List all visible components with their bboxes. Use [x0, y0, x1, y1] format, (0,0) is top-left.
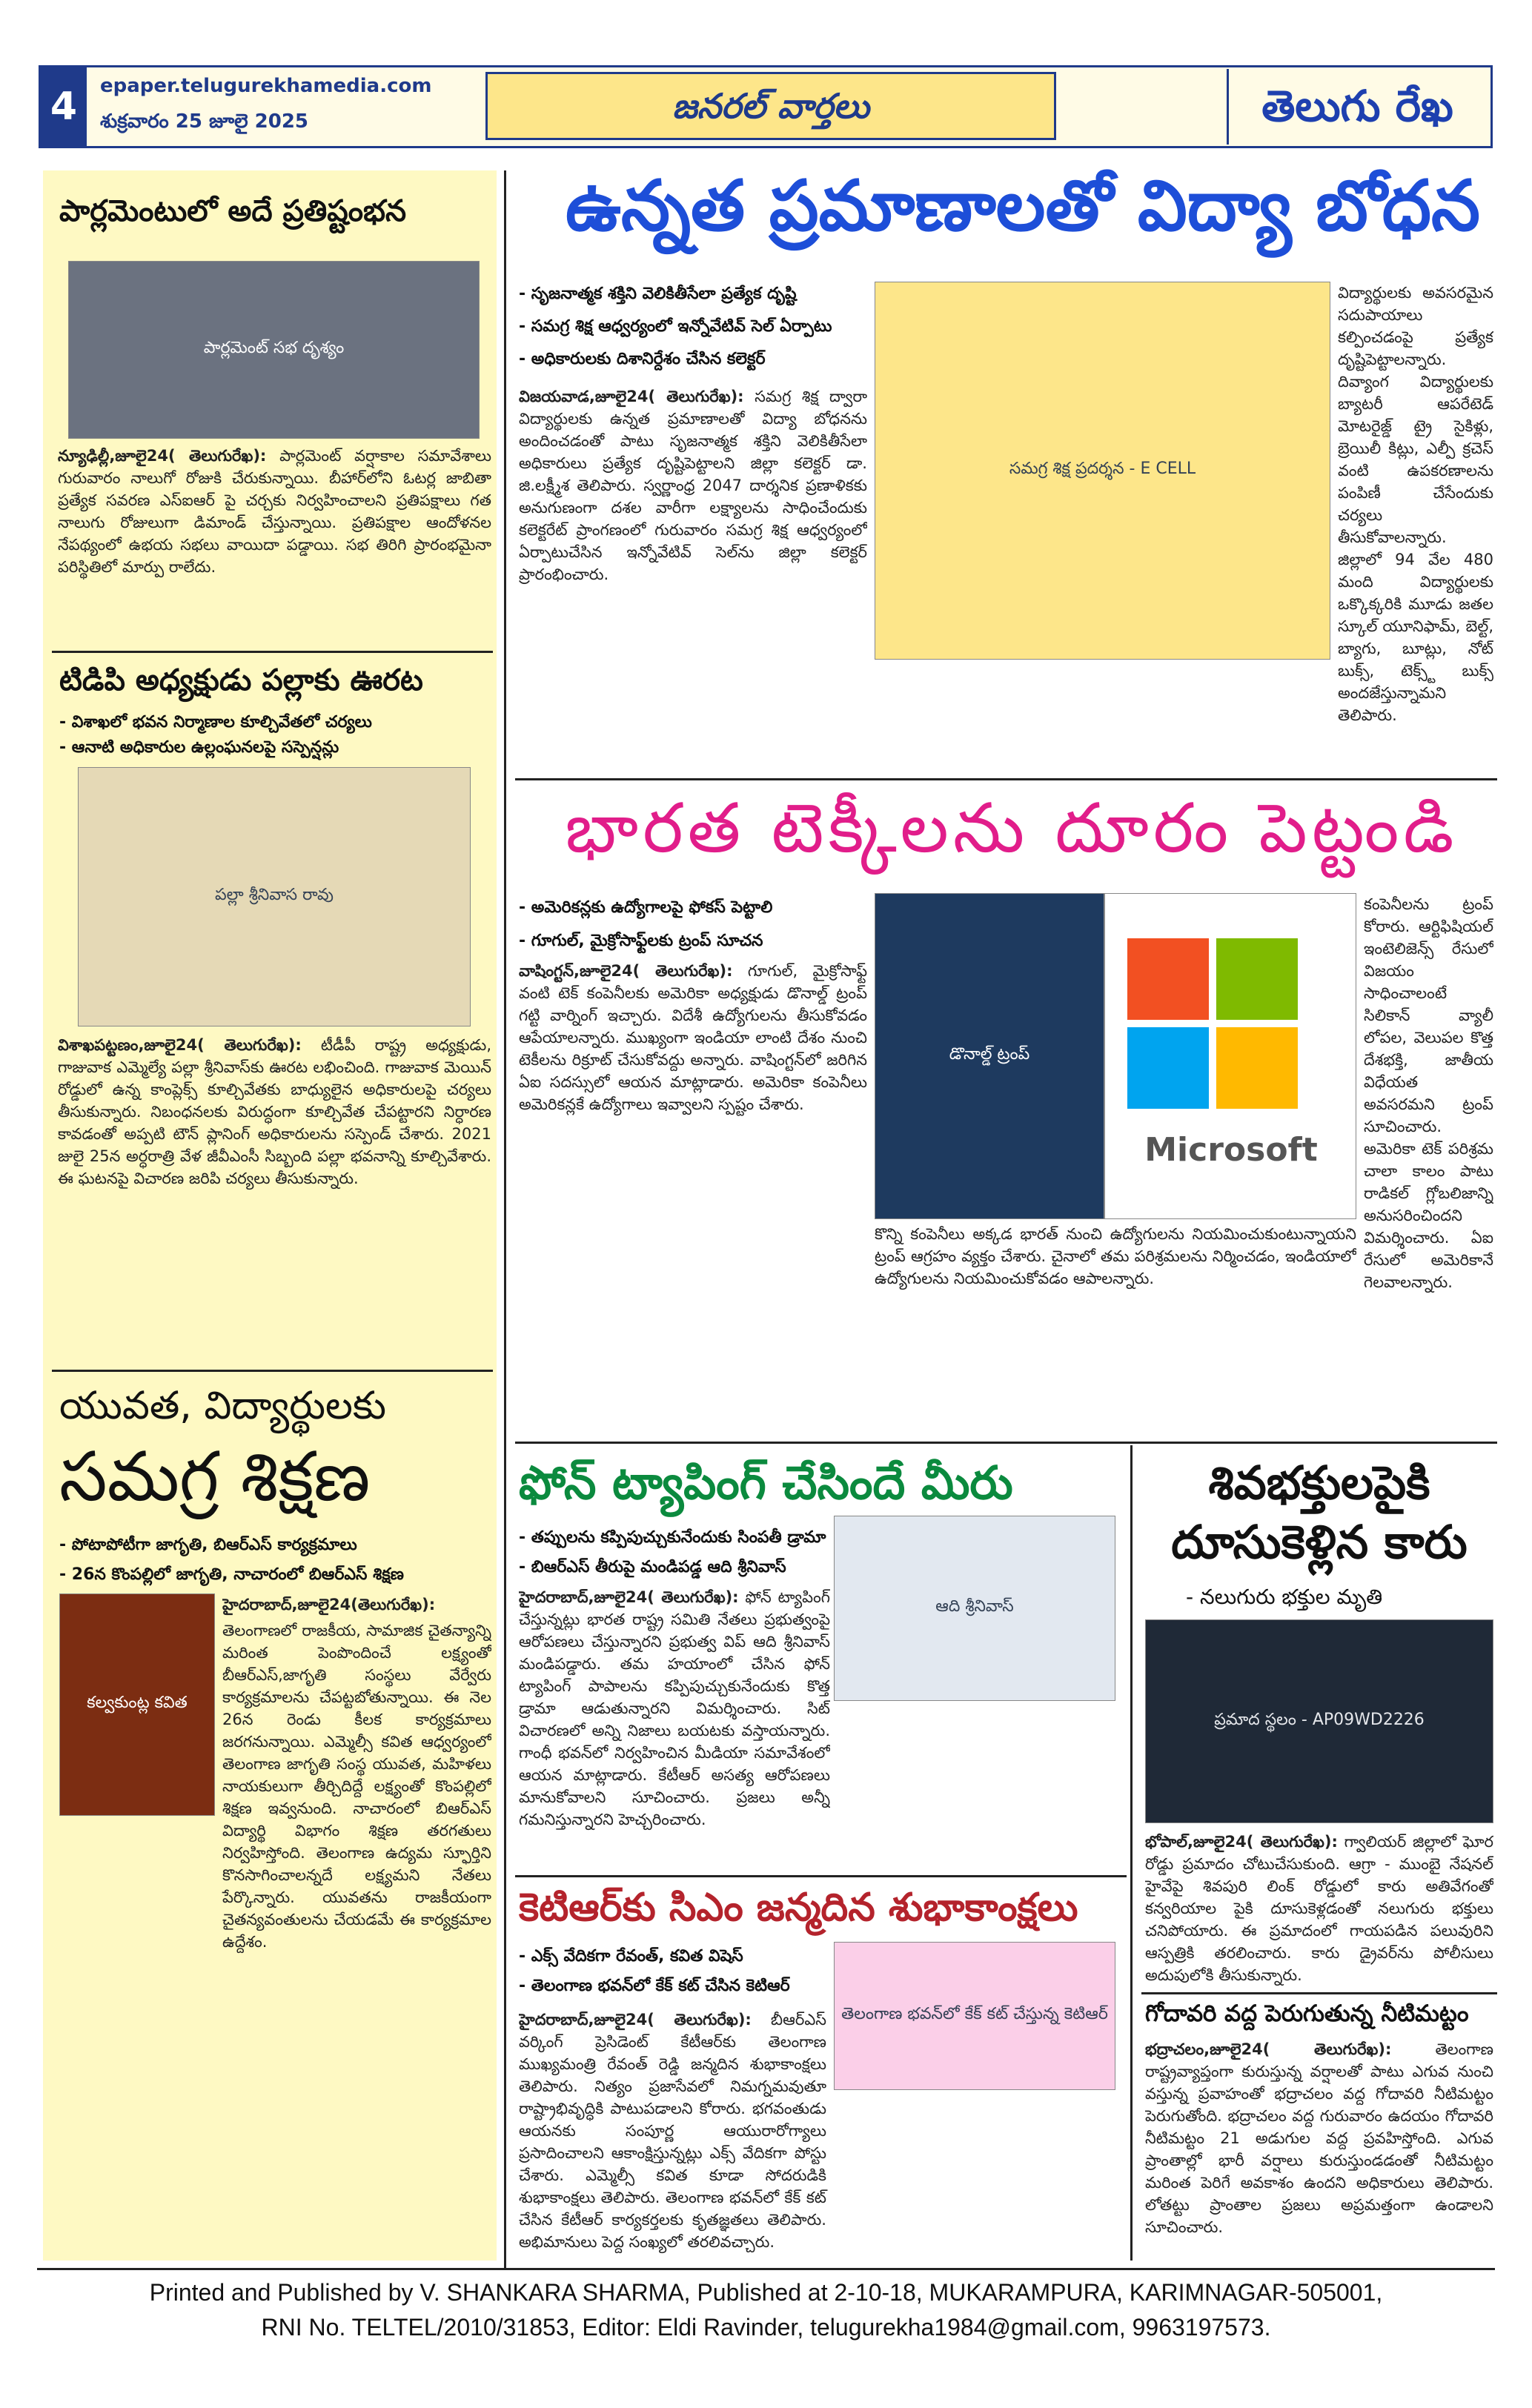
godavari-dateline: భద్రాచలం,జూలై24( తెలుగురేఖ):	[1145, 2040, 1392, 2058]
parliament-photo	[68, 261, 480, 439]
lead-bullet-2: - సమగ్ర శిక్ష ఆధ్వర్యంలో ఇన్నోవేటివ్ సెల్ ఏర్పాటు	[519, 317, 832, 336]
page-number: 4	[41, 67, 87, 146]
trump-text-1: గూగుల్, మైక్రోసాఫ్ట్ వంటి టెక్ కంపెనీలకు అమెరికా అధ్యక్షుడు డొనాల్డ్ ట్రంప్ గట్టి వార్నింగ్ ఇచ్చారు. విదేశీ ఉద్యోగులను తీసుకోవడం ఆపేయాలన్నారు. ముఖ్యంగా ఇండియా లాంటి దేశం నుంచి టెకీలను రిక్రూట్ చేసుకోవద్దు అన్నారు. వాషింగ్టన్‌లో జరిగిన ఏఐ సదస్సులో ఆయన మాట్లాడారు. అమెరికా కంపెనీలు అమెరికన్లకే ఉద్యోగాలు ఇవ్వాలని స్పష్టం చేశారు.	[519, 962, 867, 1113]
divider	[515, 1442, 1497, 1444]
trump-bullet-2: - గూగుల్, మైక్రోసాఫ్ట్‌లకు ట్రంప్ సూచన	[519, 932, 763, 950]
trump-headline: భారత టెక్కీలను దూరం పెట్టండి	[565, 789, 1459, 868]
section-title: జనరల్ వార్తలు	[485, 72, 1056, 140]
kavitha-photo-caption: కల్వకుంట్ల కవిత	[87, 1694, 188, 1712]
trump-dateline: వాషింగ్టన్,జూలై24( తెలుగురేఖ):	[519, 962, 733, 980]
footer-line-1: Printed and Published by V. SHANKARA SHARMA, Published at 2-10-18, MUKARAMPURA, KARIMNAGAR-505001,	[149, 2279, 1383, 2306]
tdp-sub1: - విశాఖలో భవన నిర్మాణాల కూల్చివేతలో చర్యలు	[59, 713, 372, 732]
brand-logo: తెలుగు రేఖ	[1227, 69, 1486, 145]
trump-bullet-1: - అమెరికన్లకు ఉద్యోగాలపై ఫోకస్ పెట్టాలి	[519, 898, 773, 917]
parliament-photo-caption: పార్లమెంట్ సభ దృశ్యం	[203, 339, 345, 357]
phone-dateline: హైదరాబాద్,జూలై24( తెలుగురేఖ):	[519, 1588, 739, 1606]
car-dateline: భోపాల్,జూలై24( తెలుగురేఖ):	[1145, 1833, 1338, 1851]
training-headline-small: యువత, విద్యార్థులకు	[59, 1384, 387, 1428]
phone-text: ఫోన్ ట్యాపింగ్ చేస్తున్నట్లు భారత రాష్ట్ర సమితి నేతలు ప్రభుత్వంపై ఆరోపణలు చేస్తున్నారని ప్రభుత్వ విప్ ఆది శ్రీనివాస్ మండిపడ్డారు. తమ హయాంలో చేసిన ఫోన్ ట్యాపింగ్ పాపాలను కప్పిపుచ్చుకునేందుకు కొత్త డ్రామా ఆడుతున్నారని విమర్శించారు. సిట్ విచారణలో అన్ని నిజాలు బయటకు వస్తాయన్నారు. గాంధీ భవన్‌లో నిర్వహించిన మీడియా సమావేశంలో ఆయన మాట్లాడారు. కేటీఆర్ అసత్య ఆరోపణలు మానుకోవాలని సూచించారు. ప్రజలు అన్నీ గమనిస్తున్నారని హెచ్చరించారు.	[519, 1588, 830, 1828]
divider	[515, 778, 1497, 780]
trump-body-1	[519, 960, 867, 1212]
masthead	[39, 65, 1493, 148]
lead-bullet-1: - సృజనాత్మక శక్తిని వెలికితీసేలా ప్రత్యేక దృష్టి	[519, 285, 797, 303]
lead-text-1: సమగ్ర శిక్ష ద్వారా విద్యార్థులకు ఉన్నత ప్రమాణాలతో విద్యా బోధనను అందించడంతో పాటు సృజనాత్మక శక్తిని వెలికితీసేలా అధికారులు ప్రత్యేక దృష్టిపెట్టాలని జిల్లా కలెక్టర్ డా. జి.లక్ష్మీశ తెలిపారు. స్వర్ణాంధ్ర 2047 దార్శనిక ప్రణాళికకు అనుగుణంగా దశల వారీగా లక్ష్యాలను సాధించేందుకు కలెక్టరేట్ ప్రాంగణంలో గురువారం సమగ్ర శిక్ష ఆధ్వర్యంలో ఏర్పాటుచేసిన ఇన్నోవేటివ్ సెల్‌ను జిల్లా కలెక్టర్ ప్రారంభించారు.	[519, 388, 867, 583]
godavari-body	[1145, 2038, 1493, 2261]
car-body	[1145, 1831, 1493, 1986]
parliament-dateline: న్యూఢిల్లీ,జూలై24( తెలుగురేఖ):	[58, 447, 267, 465]
ktr-text-wrap	[519, 2009, 826, 2253]
divider	[1141, 1992, 1497, 1994]
ktr-bullet-2: - తెలంగాణ భవన్‌లో కేక్ కట్ చేసిన కెటిఆర్	[519, 1977, 790, 1995]
column-divider	[1130, 1445, 1133, 2261]
car-photo	[1145, 1619, 1493, 1823]
parliament-body	[58, 445, 491, 645]
ms-logo-green	[1216, 938, 1298, 1020]
tdp-sub2: - ఆనాటి అధికారుల ఉల్లంఘనలపై సస్పెన్షన్లు	[59, 738, 339, 757]
trump-photo	[875, 893, 1104, 1219]
lead-headline: ఉన్నత ప్రమాణాలతో విద్యా బోధన	[566, 166, 1480, 247]
training-sub2: - 26న కొంపల్లిలో జాగృతి, నాచారంలో బిఆర్ఎస్ శిక్షణ	[59, 1565, 404, 1584]
car-text: గ్వాలియర్ జిల్లాలో ఘోర రోడ్డు ప్రమాదం చోటుచేసుకుంది. ఆగ్రా - ముంబై నేషనల్ హైవేపై శివపురి లింక్ రోడ్డులో కారు అతివేగంతో కన్వరియాల పైకి దూసుకెళ్లడంతో నలుగురు భక్తులు చనిపోయారు. ఈ ప్రమాదంలో గాయపడిన పలువురిని ఆస్పత్రికి తరలించారు. కారు డ్రైవర్‌ను పోలీసులు అదుపులోకి తీసుకున్నారు.	[1145, 1833, 1493, 1984]
car-sub: - నలుగురు భక్తుల మృతి	[1186, 1585, 1383, 1609]
lead-dateline: విజయవాడ,జూలై24( తెలుగురేఖ):	[519, 388, 744, 405]
ktr-text: బీఆర్ఎస్ వర్కింగ్ ప్రెసిడెంట్ కేటీఆర్‌కు తెలంగాణ ముఖ్యమంత్రి రేవంత్ రెడ్డి జన్మదిన శుభాకాంక్షలు తెలిపారు. నిత్యం ప్రజాసేవలో నిమగ్నమవుతూ రాష్ట్రాభివృద్ధికి పాటుపడాలని కోరారు. భగవంతుడు ఆయనకు సంపూర్ణ ఆయురారోగ్యాలు ప్రసాదించాలని ఆకాంక్షిస్తున్నట్లు ఎక్స్ వేదికగా పోస్టు చేశారు. ఎమ్మెల్సీ కవిత కూడా సోదరుడికి శుభాకాంక్షలు తెలిపారు. తెలంగాణ భవన్‌లో కేక్ కట్ చేసిన కేటీఆర్ కార్యకర్తలకు కృతజ్ఞతలు తెలిపారు. అభిమానులు పెద్ద సంఖ్యలో తరలివచ్చారు.	[519, 2011, 826, 2251]
tdp-photo-caption: పల్లా శ్రీనివాస రావు	[215, 886, 334, 904]
microsoft-photo	[1104, 893, 1356, 1219]
ktr-photo-caption: తెలంగాణ భవన్‌లో కేక్ కట్ చేస్తున్న కెటిఆర్	[841, 2005, 1108, 2023]
ms-logo-yellow	[1216, 1027, 1298, 1109]
phone-bullet-2: - బిఆర్ఎస్ తీరుపై మండిపడ్డ ఆది శ్రీనివాస్	[519, 1558, 786, 1576]
training-dateline: హైదరాబాద్,జూలై24(తెలుగురేఖ):	[222, 1596, 436, 1613]
phone-photo-caption: ఆది శ్రీనివాస్	[935, 1597, 1014, 1616]
ktr-bullet-1: - ఎక్స్ వేదికగా రేవంత్, కవిత విషెస్	[519, 1947, 743, 1966]
car-headline-1: శివభక్తులపైకి	[1208, 1456, 1430, 1510]
ms-logo-blue	[1127, 1027, 1209, 1109]
ktr-body	[519, 2009, 1119, 2261]
phone-headline: ఫోన్ ట్యాపింగ్ చేసిందే మీరు	[519, 1456, 1013, 1510]
tdp-dateline: విశాఖపట్టణం,జూలై24( తెలుగురేఖ):	[58, 1036, 302, 1054]
ktr-dateline: హైదరాబాద్,జూలై24( తెలుగురేఖ):	[519, 2011, 752, 2029]
parliament-text: పార్లమెంట్ వర్షాకాల సమావేశాలు గురువారం నాలుగో రోజుకి చేరుకున్నాయి. బీహార్‌లోని ఓటర్ల జాబితా ప్రత్యేక సవరణ ఎస్ఐఆర్ పై చర్చకు నిర్వహించాలని ప్రతిపక్షాలు గత నాలుగు రోజులుగా డిమాండ్ చేస్తున్నాయి. ప్రతిపక్షాల ఆందోళనల నేపథ్యంలో ఉభయ సభలు వాయిదా పడ్డాయి. సభ తిరిగి ప్రారంభమైనా పరిస్థితిలో మార్పు రాలేదు.	[58, 447, 491, 576]
ktr-headline: కెటిఆర్‌కు సిఎం జన్మదిన శుభాకాంక్షలు	[519, 1885, 1078, 1930]
training-sub1: - పోటాపోటీగా జాగృతి, బిఆర్ఎస్ కార్యక్రమాలు	[59, 1536, 357, 1554]
microsoft-wordmark: Microsoft	[1144, 1131, 1318, 1169]
divider	[515, 1875, 1127, 1877]
lead-photo-caption: సమగ్ర శిక్ష ప్రదర్శన - E CELL	[1009, 460, 1196, 478]
lead-body-1	[519, 385, 867, 771]
phone-body	[519, 1586, 830, 1868]
trump-photo-caption: డొనాల్డ్ ట్రంప్	[949, 1045, 1030, 1064]
footer-line-2: RNI No. TELTEL/2010/31853, Editor: Eldi Ravinder, telugurekha1984@gmail.com, 9963197573.	[261, 2314, 1271, 2341]
lead-bullet-3: - అధికారులకు దిశానిర్దేశం చేసిన కలెక్టర్	[519, 350, 766, 368]
godavari-text: తెలంగాణ రాష్ట్రవ్యాప్తంగా కురుస్తున్న వర్షాలతో పాటు ఎగువ నుంచి వస్తున్న ప్రవాహంతో భద్రాచలం వద్ద గోదావరి నీటిమట్టం పెరుగుతోంది. భద్రాచలం వద్ద గురువారం ఉదయం గోదావరి నీటిమట్టం 21 అడుగుల వద్ద ప్రవహిస్తోంది. ఎగువ ప్రాంతాల్లో భారీ వర్షాలు కురుస్తుండడంతో నీటిమట్టం మరింత పెరిగే అవకాశం ఉందని అధికారులు తెలిపారు. లోతట్టు ప్రాంతాల ప్రజలు అప్రమత్తంగా ఉండాలని సూచించారు.	[1145, 2040, 1493, 2236]
parliament-headline: పార్లమెంటులో అదే ప్రతిష్టంభన	[59, 194, 407, 228]
tdp-text: టీడీపీ రాష్ట్ర అధ్యక్షుడు, గాజువాక ఎమ్మెల్యే పల్లా శ్రీనివాస్‌కు ఊరట లభించింది. గాజువాక మెయిన్ రోడ్డులో ఉన్న కాంప్లెక్స్ కూల్చివేతకు బాధ్యులైన అధికారులపై చర్యలు తీసుకున్నారు. నిబంధనలకు విరుద్ధంగా కూల్చివేత చేపట్టారని నిర్ధారణ కావడంతో అప్పటి టౌన్ ప్లానింగ్ అధికారులను సస్పెండ్ చేశారు. 2021 జులై 25న అర్ధరాత్రి వేళ జీవీఎంసీ సిబ్బంది పల్లా భవనాన్ని కూల్చివేశారు. ఈ ఘటనపై విచారణ జరిపి చర్యలు తీసుకున్నారు.	[58, 1036, 491, 1187]
trump-body-3	[1364, 893, 1493, 1434]
car-photo-caption: ప్రమాద స్థలం - AP09WD2226	[1214, 1710, 1425, 1729]
lead-body-2	[1338, 282, 1493, 771]
godavari-headline: గోదావరి వద్ద పెరుగుతున్న నీటిమట్టం	[1145, 2000, 1469, 2027]
training-text: తెలంగాణలో రాజకీయ, సామాజిక చైతన్యాన్ని మరింత పెంపొందించే లక్ష్యంతో బీఆర్ఎస్,జాగృతి సంస్థలు వేర్వేరు కార్యక్రమాలను చేపట్టబోతున్నాయి. ఈ నెల 26న రెండు కీలక కార్యక్రమాలు జరగనున్నాయి. ఎమ్మెల్సీ కవిత ఆధ్వర్యంలో తెలంగాణ జాగృతి సంస్థ యువత, మహిళలు నాయకులుగా తీర్చిదిద్దే లక్ష్యంతో కొంపల్లిలో శిక్షణ ఇవ్వనుంది. నాచారంలో బిఆర్ఎస్ విద్యార్థి విభాగం శిక్షణ తరగతులు నిర్వహిస్తోంది. తెలంగాణ ఉద్యమ స్ఫూర్తిని కొనసాగించాలన్నదే లక్ష్యమని నేతలు పేర్కొన్నారు. యువతను రాజకీయంగా చైతన్యవంతులను చేయడమే ఈ కార్యక్రమాల ఉద్దేశం.	[222, 1622, 491, 1951]
tdp-body	[58, 1034, 491, 1360]
car-headline-2: దూసుకెళ్లిన కారు	[1171, 1515, 1468, 1569]
trump-body-2	[875, 1223, 1356, 1438]
training-body	[58, 1619, 491, 2249]
lead-text-2: విద్యార్థులకు అవసరమైన సదుపాయాలు కల్పించడంపై ప్రత్యేక దృష్టిపెట్టాలన్నారు. దివ్యాంగ విద్యార్థులకు బ్యాటరీ ఆపరేటెడ్ మోటరైజ్డ్ ట్రై సైకిళ్లు, బ్రెయిలీ కిట్లు, ఎల్పీ క్రచెస్ వంటి ఉపకరణాలను పంపిణీ చేసేందుకు చర్యలు తీసుకోవాలన్నారు. జిల్లాలో 94 వేల 480 మంది విద్యార్థులకు ఒక్కొక్కరికి మూడు జతల స్కూల్ యూనిఫామ్, బెల్ట్, బ్యాగు, బూట్లు, నోట్ బుక్స్, టెక్స్ట్ బుక్స్ అందజేస్తున్నామని తెలిపారు.	[1338, 284, 1493, 724]
phone-photo	[834, 1516, 1115, 1701]
tdp-photo	[78, 767, 471, 1026]
lead-photo	[875, 282, 1330, 660]
trump-text-3: కంపెనీలను ట్రంప్ కోరారు. ఆర్టిఫిషియల్ ఇంటెలిజెన్స్ రేసులో విజయం సాధించాలంటే సిలికాన్ వ్యాలీ లోపల, వెలుపల కొత్త దేశభక్తి, జాతీయ విధేయత అవసరమని ట్రంప్ సూచించారు. అమెరికా టెక్ పరిశ్రమ చాలా కాలం పాటు రాడికల్ గ్లోబలిజాన్ని అనుసరించిందని విమర్శించారు. ఏఐ రేసులో అమెరికానే గెలవాలన్నారు.	[1364, 895, 1493, 1291]
trump-text-2: కొన్ని కంపెనీలు అక్కడ భారత్ నుంచి ఉద్యోగులను నియమించుకుంటున్నాయని ట్రంప్ ఆగ్రహం వ్యక్తం చేశారు. చైనాలో తమ పరిశ్రమలను నిర్మించడం, ఇండియాలో ఉద్యోగులను నియమించుకోవడం ఆపాలన్నారు.	[875, 1225, 1356, 1287]
footer-rule	[37, 2268, 1495, 2270]
tdp-headline: టిడిపి అధ్యక్షుడు పల్లాకు ఊరట	[59, 663, 423, 697]
phone-bullet-1: - తప్పులను కప్పిపుచ్చుకునేందుకు సింపతీ డ్రామా	[519, 1528, 826, 1547]
divider	[52, 651, 493, 653]
issue-date: శుక్రవారం 25 జూలై 2025	[100, 110, 309, 133]
site-url[interactable]: epaper.telugurekhamedia.com	[100, 75, 432, 97]
column-divider	[504, 170, 506, 2268]
divider	[52, 1370, 493, 1372]
ms-logo-red	[1127, 938, 1209, 1020]
training-headline-big: సమగ్ర శిక్షణ	[59, 1437, 371, 1516]
